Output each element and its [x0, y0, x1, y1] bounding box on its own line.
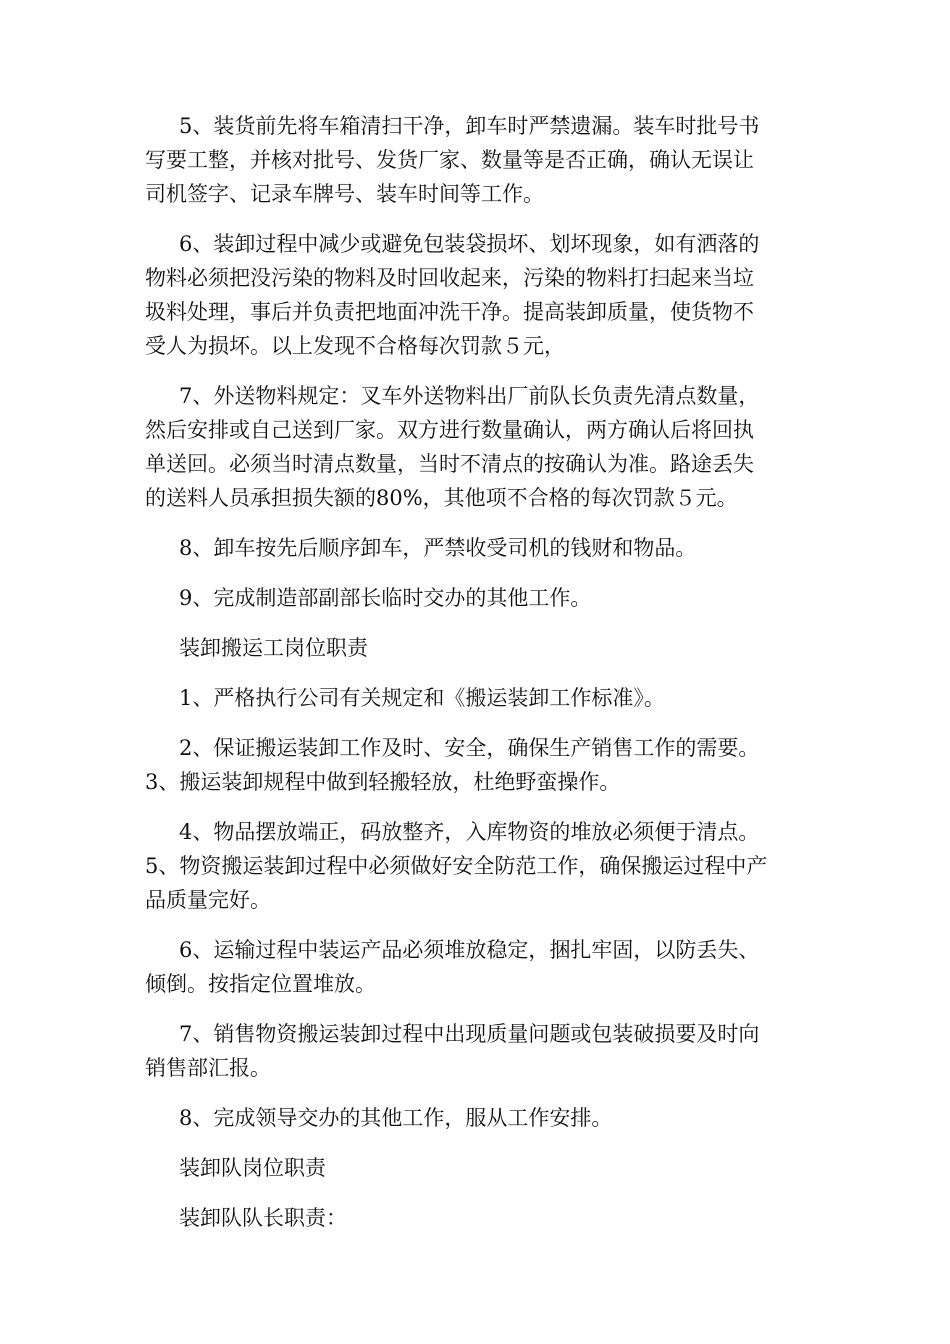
text-line: 物料必须把没污染的物料及时回收起来，污染的物料打扫起来当垃 [145, 266, 754, 290]
duty-item-8 [145, 1101, 805, 1135]
text-line: 2、保证搬运装卸工作及时、安全，确保生产销售工作的需要。 [179, 736, 760, 760]
text-line: 圾料处理，事后并负责把地面冲洗干净。提高装卸质量，使货物不 [145, 300, 754, 324]
duty-item-4 [145, 815, 805, 849]
duty-item-6 [145, 933, 805, 1001]
text-line: 1、严格执行公司有关规定和《搬运装卸工作标准》。 [179, 686, 665, 710]
text-line: 7、外送物料规定：叉车外送物料出厂前队长负责先清点数量， [179, 384, 760, 408]
text-line: 3、搬运装卸规程中做到轻搬轻放，杜绝野蛮操作。 [145, 770, 621, 794]
text-line: 的送料人员承担损失额的80%，其他项不合格的每次罚款５元。 [145, 486, 738, 510]
paragraph-9 [145, 581, 805, 615]
heading-text: 装卸队岗位职责 [179, 1156, 326, 1180]
duty-item-7 [145, 1017, 805, 1085]
text-line: 4、物品摆放端正，码放整齐，入库物资的堆放必须便于清点。 [179, 820, 760, 844]
paragraph-8 [145, 531, 805, 565]
heading-text: 装卸队队长职责： [179, 1206, 347, 1230]
text-line: 8、完成领导交办的其他工作，服从工作安排。 [179, 1106, 613, 1130]
text-line: 写要工整，并核对批号、发货厂家、数量等是否正确，确认无误让 [145, 148, 754, 172]
section-heading-team [145, 1151, 805, 1185]
text-line: 受人为损坏。以上发现不合格每次罚款５元， [145, 334, 565, 358]
text-line: 8、卸车按先后顺序卸车，严禁收受司机的钱财和物品。 [179, 536, 697, 560]
text-line: 品质量完好。 [145, 888, 271, 912]
document-page [145, 109, 805, 1251]
duty-item-3 [145, 765, 805, 799]
duty-item-5 [145, 849, 805, 917]
text-line: 倾倒。按指定位置堆放。 [145, 972, 376, 996]
duty-item-1 [145, 681, 805, 715]
text-line: 单送回。必须当时清点数量，当时不清点的按确认为准。路途丢失 [145, 452, 754, 476]
paragraph-7 [145, 379, 805, 515]
text-line: 7、销售物资搬运装卸过程中出现质量问题或包装破损要及时向 [179, 1022, 760, 1046]
text-line: 销售部汇报。 [145, 1056, 271, 1080]
text-line: 6、装卸过程中减少或避免包装袋损坏、划坏现象，如有洒落的 [179, 232, 760, 256]
text-line: 然后安排或自己送到厂家。双方进行数量确认，两方确认后将回执 [145, 418, 754, 442]
section-heading-team-leader [145, 1201, 805, 1235]
paragraph-5 [145, 109, 805, 211]
text-line: 司机签字、记录车牌号、装车时间等工作。 [145, 182, 544, 206]
text-line: 5、装货前先将车箱清扫干净，卸车时严禁遗漏。装车时批号书 [179, 114, 760, 138]
heading-text: 装卸搬运工岗位职责 [179, 636, 368, 660]
text-line: 9、完成制造部副部长临时交办的其他工作。 [179, 586, 592, 610]
duty-item-2 [145, 731, 805, 765]
text-line: 6、运输过程中装运产品必须堆放稳定，捆扎牢固，以防丢失、 [179, 938, 760, 962]
section-heading-porter [145, 631, 805, 665]
text-line: 5、物资搬运装卸过程中必须做好安全防范工作，确保搬运过程中产 [145, 854, 768, 878]
paragraph-6 [145, 227, 805, 363]
